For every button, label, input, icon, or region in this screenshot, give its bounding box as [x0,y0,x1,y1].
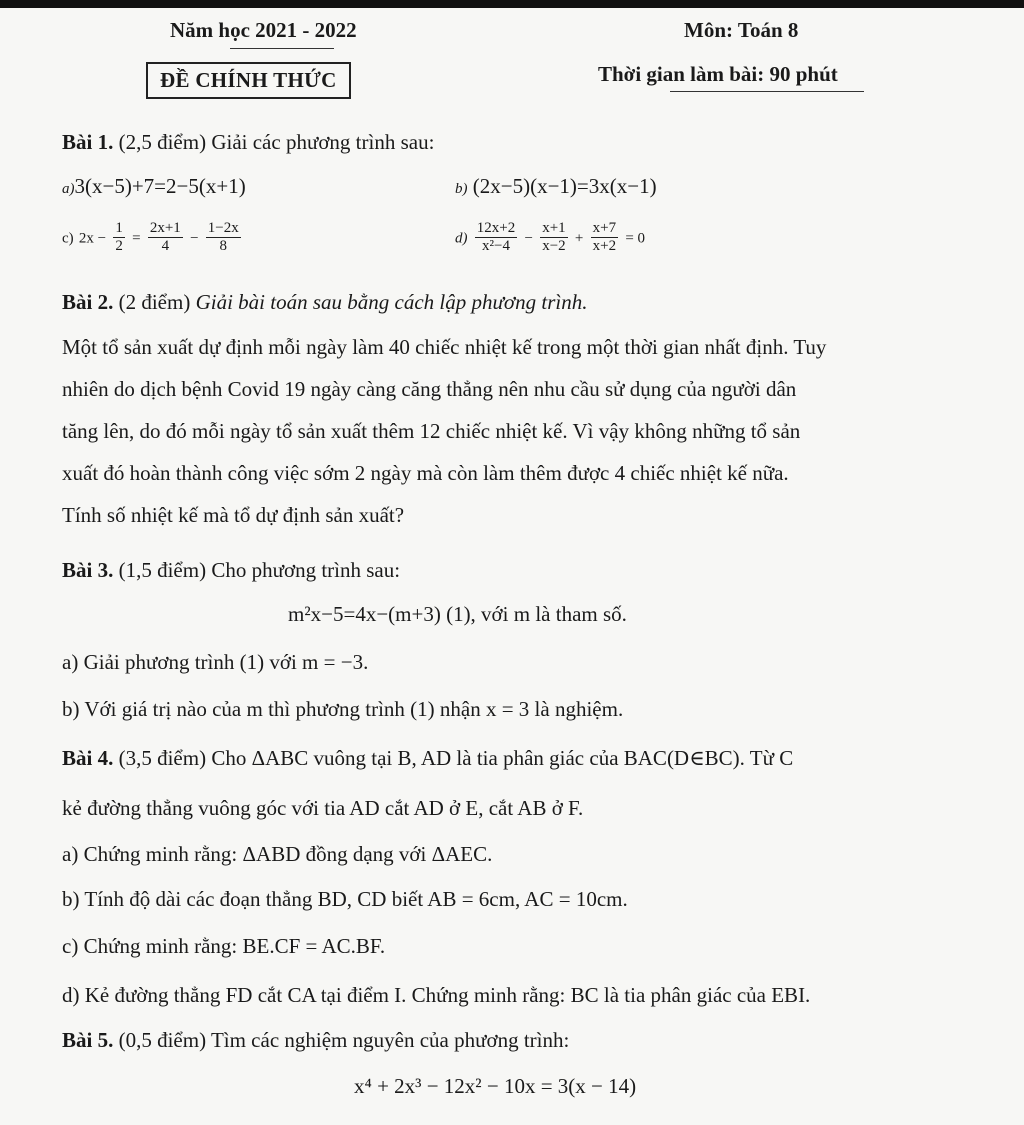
bai4-c: c) Chứng minh rằng: BE.CF = AC.BF. [62,934,386,958]
bai1-c: c) 2x − $\frac{1}{2}$ = $\frac{2x+1}{4}$ − $\frac{1-2x}{8}$ [62,220,239,254]
bai2-line: nhiên do dịch bệnh Covid 19 ngày càng căng thẳng nên nhu cầu sử dụng của người dân [62,377,797,401]
bai4-b: b) Tính độ dài các đoạn thẳng BD, CD biết AB = 6cm, AC = 10cm. [62,887,628,911]
bai4-a: a) Chứng minh rằng: ΔABD đồng dạng với ΔAEC. [62,842,493,866]
bai2-line: xuất đó hoàn thành công việc sớm 2 ngày mà còn làm thêm được 4 chiếc nhiệt kế nữa. [62,461,789,485]
school-year-underline [230,48,334,49]
bai4-d: d) Kẻ đường thẳng FD cắt CA tại điểm I. Chứng minh rằng: BC là tia phân giác của EBI. [62,983,811,1007]
exam-time: Thời gian làm bài: 90 phút [598,62,838,86]
subject: Môn: Toán 8 [684,18,799,42]
fraction: $\frac{x+7}{x+2}$ [592,220,617,254]
bai1-heading: Bài 1. (2,5 điểm) Giải các phương trình sau: [62,130,435,154]
school-year: Năm học 2021 - 2022 [170,18,357,42]
bai3-a: a) Giải phương trình (1) với m = −3. [62,650,369,674]
official-exam-box: ĐỀ CHÍNH THỨC [146,62,351,99]
bai2-line: tăng lên, do đó mỗi ngày tổ sản xuất thêm 12 chiếc nhiệt kế. Vì vậy không những tổ sản [62,419,801,443]
bai5-heading: Bài 5. (0,5 điểm) Tìm các nghiệm nguyên của phương trình: [62,1028,570,1052]
bai3-heading: Bài 3. (1,5 điểm) Cho phương trình sau: [62,558,401,582]
bai2-line: Một tổ sản xuất dự định mỗi ngày làm 40 chiếc nhiệt kế trong một thời gian nhất định. Tuy [62,335,827,359]
bai2-heading: Bài 2. (2 điểm) Giải bài toán sau bằng cách lập phương trình. [62,290,588,314]
bai4-line2: kẻ đường thẳng vuông góc với tia AD cắt AD ở E, cắt AB ở F. [62,796,584,820]
bai2-problem [62,326,980,536]
bai1-b: b) (2x−5)(x−1)=3x(x−1) [455,174,657,198]
fraction: $\frac{x+1}{x-2}$ [542,220,566,254]
fraction: $\frac{1}{2}$ [115,220,123,254]
fraction: $\frac{12x+2}{\text{x²−4}}$ [476,220,516,254]
fraction: $\frac{2x+1}{4}$ [149,220,181,254]
bai3-equation: m²x−5=4x−(m+3) (1), với m là tham số. [288,602,627,626]
bai1-a: a)3(x−5)+7=2−5(x+1) [62,174,246,198]
fraction: $\frac{1-2x}{8}$ [207,220,239,254]
bai5-equation: x⁴ + 2x³ − 12x² − 10x = 3(x − 14) [354,1074,637,1098]
exam-time-underline [670,91,864,92]
bai4-heading: Bài 4. (3,5 điểm) Cho ΔABC vuông tại B, AD là tia phân giác của BAC(D∈BC). Từ C [62,746,794,770]
bai1-d: d) $\frac{12x+2}{\text{x²−4}}$ − $\frac{x+1}{x-2}$ + $\frac{x+7}{x+2}$ = 0 [455,220,646,254]
top-border [0,0,1024,8]
bai3-b: b) Với giá trị nào của m thì phương trình (1) nhận x = 3 là nghiệm. [62,697,624,721]
bai2-line: Tính số nhiệt kế mà tổ dự định sản xuất? [62,503,405,527]
